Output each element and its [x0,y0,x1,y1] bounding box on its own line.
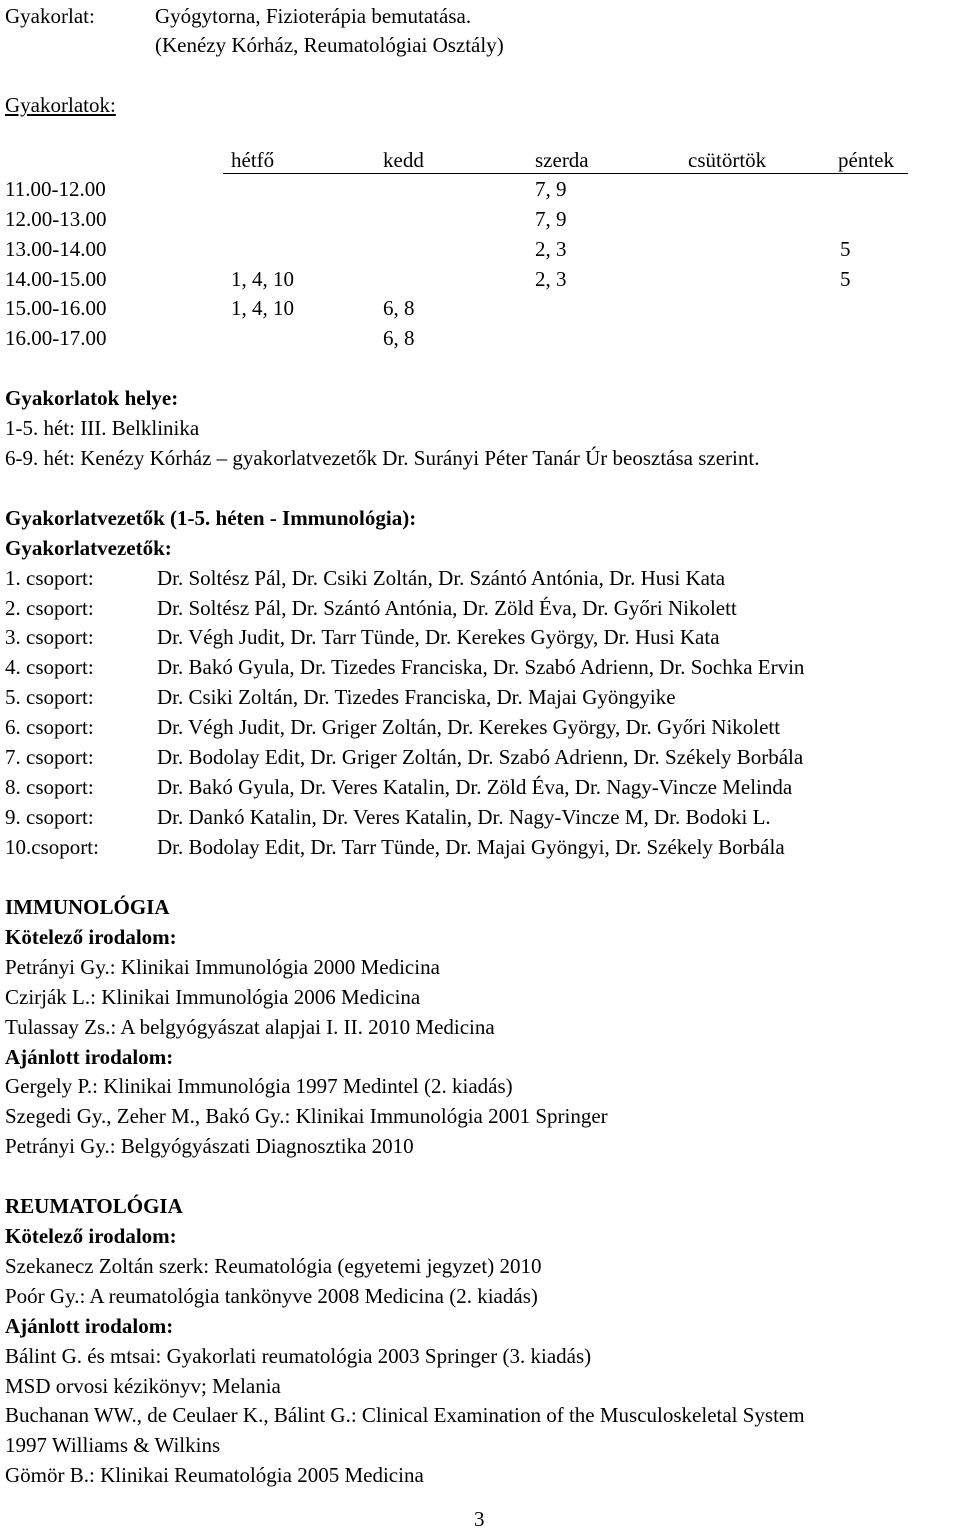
reumatologia-kotelezo-heading: Kötelező irodalom: [5,1224,177,1248]
day-hetfo: hétfő [231,148,275,172]
group-label: 10.csoport: [5,835,99,859]
group-members: Dr. Soltész Pál, Dr. Szántó Antónia, Dr. Zöld Éva, Dr. Győri Nikolett [157,596,737,620]
group-label: 3. csoport: [5,625,94,649]
group-label: 8. csoport: [5,775,94,799]
pentek-cell: 5 [840,237,851,261]
gyakorlatok-heading: Gyakorlatok: [5,93,116,117]
group-row [5,596,955,626]
day-pentek: péntek [838,148,894,172]
time-cell: 14.00-15.00 [5,267,107,291]
szerda-cell: 2, 3 [535,237,567,261]
reumatologia-title: REUMATOLÓGIA [5,1194,183,1218]
group-members: Dr. Bodolay Edit, Dr. Tarr Tünde, Dr. Majai Gyöngyi, Dr. Székely Borbála [157,835,785,859]
group-row [5,625,955,655]
kedd-cell: 6, 8 [383,296,415,320]
group-label: 6. csoport: [5,715,94,739]
immunologia-kotelezo-item: Petrányi Gy.: Klinikai Immunológia 2000 Medicina [5,955,440,979]
time-cell: 11.00-12.00 [5,177,106,201]
szerda-cell: 2, 3 [535,267,567,291]
reumatologia-ajanlott-heading: Ajánlott irodalom: [5,1314,174,1338]
time-cell: 13.00-14.00 [5,237,107,261]
group-members: Dr. Bodolay Edit, Dr. Griger Zoltán, Dr. Szabó Adrienn, Dr. Székely Borbála [157,745,804,769]
group-label: 9. csoport: [5,805,94,829]
immunologia-ajanlott-item: Gergely P.: Klinikai Immunológia 1997 Medintel (2. kiadás) [5,1074,513,1098]
group-members: Dr. Bakó Gyula, Dr. Tizedes Franciska, Dr. Szabó Adrienn, Dr. Sochka Ervin [157,655,805,679]
group-label: 7. csoport: [5,745,94,769]
szerda-cell: 7, 9 [535,177,567,201]
group-label: 5. csoport: [5,685,94,709]
gyakorlat-label: Gyakorlat: [5,4,95,28]
group-row [5,655,955,685]
group-members: Dr. Végh Judit, Dr. Tarr Tünde, Dr. Kerekes György, Dr. Husi Kata [157,625,720,649]
group-members: Dr. Csiki Zoltán, Dr. Tizedes Franciska, Dr. Majai Gyöngyike [157,685,676,709]
helye-heading: Gyakorlatok helye: [5,386,179,410]
hetfo-cell: 1, 4, 10 [231,296,294,320]
time-cell: 15.00-16.00 [5,296,107,320]
group-label: 1. csoport: [5,566,94,590]
helye-line-1: 1-5. hét: III. Belklinika [5,416,200,440]
reumatologia-kotelezo-item: Szekanecz Zoltán szerk: Reumatológia (egyetemi jegyzet) 2010 [5,1254,542,1278]
day-csutortok: csütörtök [688,148,767,172]
day-szerda: szerda [535,148,589,172]
immunologia-title: IMMUNOLÓGIA [5,895,170,919]
group-row [5,745,955,775]
reumatologia-ajanlott-item: MSD orvosi kézikönyv; Melania [5,1374,281,1398]
gyakorlat-line-1: Gyógytorna, Fizioterápia bemutatása. [155,4,472,28]
immunologia-ajanlott-heading: Ajánlott irodalom: [5,1045,174,1069]
schedule-row [5,207,925,237]
schedule-row [5,296,925,326]
group-row [5,775,955,805]
time-cell: 12.00-13.00 [5,207,107,231]
group-label: 2. csoport: [5,596,94,620]
immunologia-kotelezo-heading: Kötelező irodalom: [5,925,177,949]
reumatologia-ajanlott-item: Gömör B.: Klinikai Reumatológia 2005 Medicina [5,1463,424,1487]
group-row [5,685,955,715]
reumatologia-ajanlott-item: Buchanan WW., de Ceulaer K., Bálint G.: Clinical Examination of the Musculoskeletal System [5,1403,805,1427]
pentek-cell: 5 [840,267,851,291]
page-number: 3 [474,1507,485,1531]
reumatologia-kotelezo-item: Poór Gy.: A reumatológia tankönyve 2008 Medicina (2. kiadás) [5,1284,538,1308]
gyakorlat-line-2: (Kenézy Kórház, Reumatológiai Osztály) [155,33,504,57]
szerda-cell: 7, 9 [535,207,567,231]
schedule-row [5,326,925,356]
schedule-row [5,177,925,207]
schedule-row [5,267,925,297]
group-members: Dr. Soltész Pál, Dr. Csiki Zoltán, Dr. Szántó Antónia, Dr. Husi Kata [157,566,726,590]
group-row [5,715,955,745]
schedule-row [5,237,925,267]
reumatologia-ajanlott-item: 1997 Williams & Wilkins [5,1433,221,1457]
immunologia-kotelezo-item: Tulassay Zs.: A belgyógyászat alapjai I. II. 2010 Medicina [5,1015,495,1039]
group-members: Dr. Bakó Gyula, Dr. Veres Katalin, Dr. Zöld Éva, Dr. Nagy-Vincze Melinda [157,775,793,799]
reumatologia-ajanlott-item: Bálint G. és mtsai: Gyakorlati reumatológia 2003 Springer (3. kiadás) [5,1344,592,1368]
vezetok-heading-1: Gyakorlatvezetők (1-5. héten - Immunológia): [5,506,417,530]
time-cell: 16.00-17.00 [5,326,107,350]
immunologia-kotelezo-item: Czirják L.: Klinikai Immunológia 2006 Medicina [5,985,421,1009]
immunologia-ajanlott-item: Petrányi Gy.: Belgyógyászati Diagnosztika 2010 [5,1134,414,1158]
group-members: Dr. Végh Judit, Dr. Griger Zoltán, Dr. Kerekes György, Dr. Győri Nikolett [157,715,781,739]
hetfo-cell: 1, 4, 10 [231,267,294,291]
kedd-cell: 6, 8 [383,326,415,350]
immunologia-ajanlott-item: Szegedi Gy., Zeher M., Bakó Gy.: Klinikai Immunológia 2001 Springer [5,1104,608,1128]
group-label: 4. csoport: [5,655,94,679]
group-members: Dr. Dankó Katalin, Dr. Veres Katalin, Dr. Nagy-Vincze M, Dr. Bodoki L. [157,805,771,829]
group-row [5,805,955,835]
helye-line-2: 6-9. hét: Kenézy Kórház – gyakorlatvezetők Dr. Surányi Péter Tanár Úr beosztása szerint. [5,446,760,470]
group-row [5,835,955,865]
vezetok-heading-2: Gyakorlatvezetők: [5,536,172,560]
group-row [5,566,955,596]
day-kedd: kedd [383,148,424,172]
